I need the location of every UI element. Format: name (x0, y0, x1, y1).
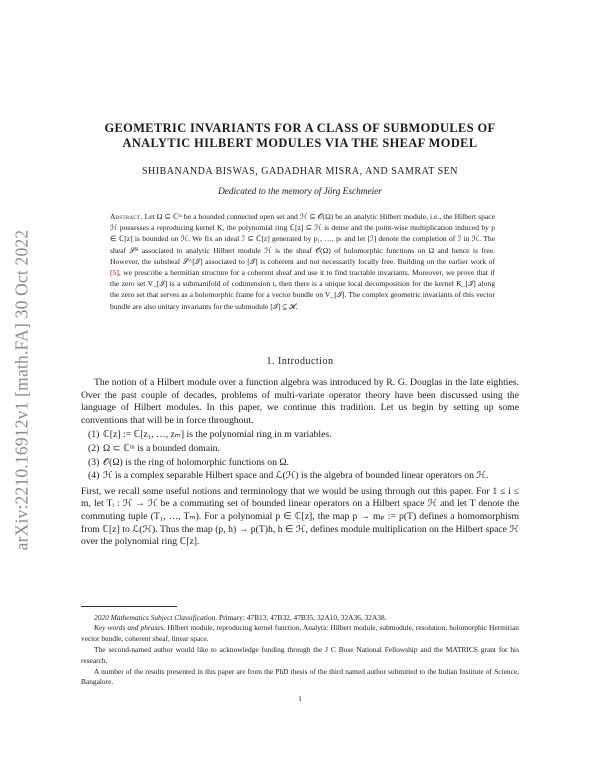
list-item-text: Ω ⊂ ℂᵐ is a bounded domain. (103, 442, 220, 454)
list-item-number: (2) (88, 442, 100, 454)
list-item (81, 457, 519, 470)
footnote-keywords (81, 623, 519, 644)
list-item-number: (4) (88, 470, 100, 482)
list-item-text: ℋ is a complex separable Hilbert space and ℒ(ℋ) is the algebra of bounded linear operators on ℋ. (103, 470, 489, 482)
list-item (81, 429, 519, 442)
paper-title (80, 121, 520, 151)
footnote-msc (81, 613, 519, 623)
intro-paragraph-1: The notion of a Hilbert module over a function algebra was introduced by R. G. Douglas in the late eighties. Over the past couple of decades, problems of multi-variate operator theory have been discussed using the language of Hilbert modules. In this paper, we continue this tradition. Let us begin by setting up some conventions that will be in force throughout. (81, 377, 519, 426)
introduction-body (81, 377, 519, 549)
title-line-2: ANALYTIC HILBERT MODULES VIA THE SHEAF MODEL (122, 136, 478, 150)
author-list: SHIBANANDA BISWAS, GADADHAR MISRA, AND SAMRAT SEN (141, 166, 459, 177)
arxiv-identifier: arXiv:2210.16912v1 [math.FA] 30 Oct 2022 (11, 229, 32, 551)
intro-paragraph-2: First, we recall some useful notions and terminology that we would be using through out this paper. For 1 ≤ i ≤ m, let Tᵢ : ℋ → ℋ be a commuting set of bounded linear operators on a Hilbert space ℋ and let T denote the commuting tuple (T₁, …, Tₘ). For a polynomial p ∈ ℂ[z], the map p → mₚ := p(T) defines a homomorphism from ℂ[z] to ℒ(ℋ). Thus the map (p, h) → p(T)h, h ∈ ℋ, defines module multiplication on the Hilbert space ℋ over the polynomial ring ℂ[z]. (81, 485, 519, 548)
msc-codes: Primary: 47B13, 47B32, 47B35, 32A10, 32A36, 32A38. (217, 613, 387, 622)
conventions-list (81, 429, 519, 482)
dedication: Dedicated to the memory of Jörg Eschmeier (218, 187, 382, 197)
page-number: 1 (298, 694, 302, 703)
footnote-divider (81, 606, 177, 607)
footnotes (81, 613, 519, 688)
title-line-1: GEOMETRIC INVARIANTS FOR A CLASS OF SUBMODULES OF (104, 121, 496, 135)
citation-link[interactable]: [5] (110, 268, 119, 278)
msc-label: 2020 Mathematics Subject Classification. (94, 613, 218, 622)
list-item-text: 𝒪(Ω) is the ring of holomorphic functions on Ω. (103, 456, 289, 468)
list-item-number: (3) (88, 456, 100, 468)
arxiv-sidebar-stamp (0, 190, 44, 590)
list-item-number: (1) (88, 429, 100, 441)
abstract-text-part-1: Let Ω ⊆ ℂᵐ be a bounded connected open set and ℋ ⊆ 𝒪(Ω) be an analytic Hilbert module, i.e., the Hilbert space ℋ possesses a reproducing kernel K, the polynomial ring ℂ[z] ⊆ ℋ is dense and the point-wise multiplication induced by p ∈ ℂ[z] is bounded on ℋ. We fix an ideal ℐ ⊆ ℂ[z] generated by p₁, …, pₜ and let [ℐ] denote the completion of ℐ in ℋ. The sheaf 𝒮ᴴ associated to analytic Hilbert module ℋ is the sheaf 𝒪(Ω) of holomorphic functions on Ω and hence is free. However, the subsheaf 𝒮^[ℐ] associated to [ℐ] is coherent and not necessarily locally free. Building on the earlier work of (110, 212, 495, 266)
keywords-text: Hilbert module, reproducing kernel function, Analytic Hilbert module, submodule, resolution, holomorphic Hermitian vector bundle, coherent sheaf, linear space. (81, 623, 519, 643)
abstract (110, 211, 495, 312)
abstract-text-part-2: , we prescribe a hermitian structure for a coherent sheaf and use it to find tractable invariants. Moreover, we prove that if the zero set V_[ℐ] is a submanifold of codimension t, then there is a unique local decomposition for the kernel K_[ℐ] along the zero set that serves as a holomorphic frame for a vector bundle on V_[ℐ]. The complex geometric invariants of this vector bundle are also unitary invariants for the submodule [ℐ] ⊆ ℋ. (110, 268, 495, 311)
list-item (81, 470, 519, 483)
list-item-text: ℂ[z] := ℂ[z₁, …, zₘ] is the polynomial ring in m variables. (103, 429, 332, 441)
section-heading: 1. Introduction (266, 356, 334, 367)
list-item (81, 443, 519, 456)
keywords-label: Key words and phrases. (94, 623, 166, 633)
abstract-label: Abstract. (110, 212, 143, 221)
footnote-funding: The second-named author would like to acknowledge funding through the J C Bose National Fellowship and the MATRICS grant for his research. (81, 645, 519, 665)
footnote-thesis: A number of the results presented in this paper are from the PhD thesis of the third named author submitted to the Indian Institute of Science, Bangalore. (81, 667, 519, 687)
